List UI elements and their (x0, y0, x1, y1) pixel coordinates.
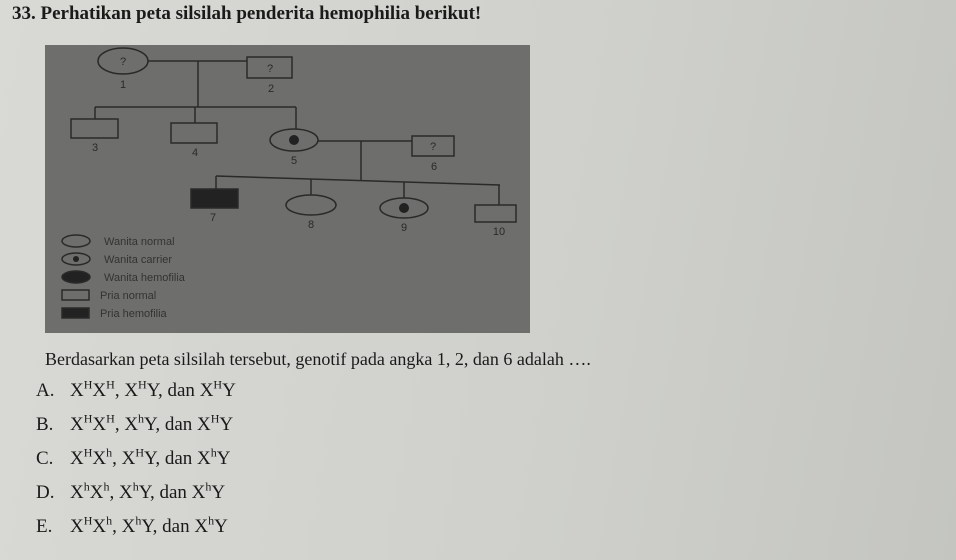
answer-option[interactable]: B. $X^HX^H$, $X^hY$, dan $X^HY$ (36, 412, 233, 438)
answer-option[interactable]: D. $X^hX^h$, $X^hY$, dan $X^hY$ (36, 480, 225, 506)
individual-7 (191, 189, 238, 208)
text: Y, dan (138, 482, 192, 503)
genotype: X (118, 482, 133, 503)
text: Y (211, 482, 226, 503)
genotype: X (124, 414, 139, 435)
genotype: X (70, 516, 84, 537)
option-letter: E. (36, 516, 53, 537)
number-label: 9 (400, 222, 408, 234)
genotype: X (92, 448, 107, 469)
number-label: 4 (191, 147, 199, 159)
legend-item: Pria hemofilia (100, 308, 167, 320)
text: Y, dan (144, 448, 198, 469)
number-label: 1 (119, 79, 127, 91)
answer-option[interactable]: A. $X^HX^H$, $X^HY$, dan $X^HY$ (36, 378, 236, 404)
carrier-dot (289, 135, 299, 145)
allele: H (135, 445, 145, 460)
option-letter: A. (36, 380, 55, 401)
allele: h (135, 513, 142, 528)
genotype: X (92, 414, 107, 435)
number-label: 7 (209, 212, 217, 224)
genotype: X (121, 516, 136, 537)
option-letter: B. (36, 414, 54, 435)
genotype: X (197, 414, 211, 435)
genotype: X (124, 380, 139, 401)
genotype: X (197, 448, 211, 469)
genotype: X (70, 414, 84, 435)
answer-option[interactable]: C. $X^HX^h$, $X^HY$, dan $X^hY$ (36, 446, 230, 472)
allele: H (106, 377, 115, 392)
carrier-dot (73, 256, 79, 262)
answer-option[interactable]: E. $X^HX^h$, $X^hY$, dan $X^hY$ (36, 514, 228, 540)
text: Y, dan (146, 380, 200, 401)
question-text: Berdasarkan peta silsilah tersebut, genotif pada angka 1, 2, dan 6 adalah …. (45, 349, 591, 369)
allele: h (208, 513, 215, 528)
text: Y (219, 414, 234, 435)
genotype: X (199, 380, 214, 401)
genotype: X (70, 380, 84, 401)
allele: h (210, 445, 217, 460)
unknown-mark: ? (429, 141, 437, 153)
genotype: X (194, 516, 209, 537)
allele: h (132, 479, 139, 494)
legend-item: Wanita hemofilia (104, 272, 185, 284)
allele: h (83, 479, 90, 494)
question-title: 33. Perhatikan peta silsilah penderita hemophilia berikut! (12, 3, 482, 24)
text: Y (222, 380, 236, 401)
legend-symbol (62, 308, 89, 318)
legend-item: Wanita normal (104, 236, 175, 248)
unknown-mark: ? (266, 63, 274, 75)
unknown-mark: ? (119, 56, 127, 68)
number-label: 3 (91, 142, 99, 154)
allele: h (106, 445, 113, 460)
genotype: X (89, 482, 104, 503)
text: Y (216, 448, 231, 469)
allele: h (106, 513, 113, 528)
allele: H (83, 411, 93, 426)
allele: H (83, 513, 93, 528)
number-label: 2 (267, 83, 275, 95)
genotype: X (121, 448, 136, 469)
number-label: 6 (430, 161, 438, 173)
legend-item: Wanita carrier (104, 254, 173, 266)
allele: H (106, 411, 115, 426)
genotype: X (92, 380, 107, 401)
legend-symbol (62, 271, 90, 283)
allele: h (138, 411, 145, 426)
carrier-dot (399, 203, 409, 213)
allele: H (83, 377, 93, 392)
number-label: 10 (492, 226, 506, 238)
text: Y, dan (141, 516, 195, 537)
allele: H (210, 411, 220, 426)
text: Y, dan (144, 414, 198, 435)
text: Y (214, 516, 228, 537)
number-label: 5 (290, 155, 298, 167)
number-label: 8 (307, 219, 315, 231)
allele: H (138, 377, 147, 392)
genotype: X (70, 482, 84, 503)
genotype: X (92, 516, 107, 537)
allele: H (83, 445, 93, 460)
allele: H (213, 377, 223, 392)
genotype: X (191, 482, 206, 503)
option-letter: D. (36, 482, 55, 503)
option-letter: C. (36, 448, 54, 469)
allele: h (103, 479, 110, 494)
allele: h (205, 479, 212, 494)
genotype: X (70, 448, 84, 469)
legend-item: Pria normal (100, 290, 157, 302)
